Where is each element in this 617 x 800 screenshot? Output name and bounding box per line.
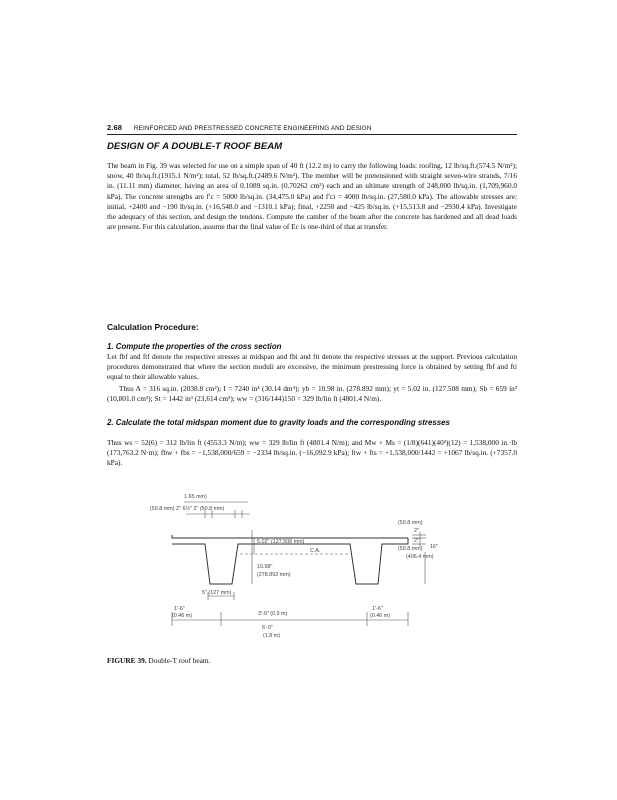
stem-bottom-label: 5" (127 mm) — [202, 590, 232, 596]
double-t-beam-figure — [150, 494, 450, 648]
total-width-label: 6'-0" — [262, 625, 273, 631]
running-header — [107, 123, 517, 132]
depth-mm-label: (406.4 mm) — [406, 554, 434, 560]
figure-caption-text: Double-T roof beam. — [148, 656, 211, 665]
stem-spacing-label: 3'-0" (0.9 m) — [258, 611, 288, 617]
yt-label: 5.02" (127.508 mm) — [257, 539, 305, 545]
step-1-title: 1. Compute the properties of the cross section — [107, 342, 282, 351]
running-title: REINFORCED AND PRESTRESSED CONCRETE ENGINEERING AND DESIGN — [133, 125, 372, 132]
total-width-m-label: (1.8 m) — [263, 633, 281, 639]
header-rule — [107, 134, 517, 135]
yb-inches-label: 10.98" — [257, 564, 273, 570]
stem-dimensions-label: (50.8 mm) 2" 6½" 2" (50.8 mm) — [150, 506, 225, 512]
two-inch-label-b: 2" — [414, 538, 419, 544]
top-width-label: 1 65 mm) — [184, 494, 207, 500]
right-overhang-m-label: (0.46 m) — [370, 613, 391, 619]
figure-caption-label: FIGURE 39. — [107, 656, 147, 665]
page-number: 2.68 — [107, 123, 122, 132]
calculation-procedure-heading: Calculation Procedure: — [107, 322, 199, 332]
double-t-cross-section-drawing — [150, 494, 450, 648]
depth-inches-label: 16" — [430, 544, 438, 550]
two-inch-label-a: 2" — [414, 528, 419, 534]
yb-mm-label: (278.892 mm) — [257, 572, 291, 578]
right-flange-label: (50.8 mm) — [398, 520, 423, 526]
left-overhang-m-label: (0.46 m) — [172, 613, 193, 619]
step-2-paragraph: Thus ws = 52(6) = 312 lb/lin ft (4553.3 N/m); ww = 329 lb/lin ft (4801.4 N/m); and Mw + Ms = (1/8)(641)(40²)(12) = 1,538,000 in.·lb (173,763.2 N·m); fbw + fbs = −1,538,000/659 = −2334 lb/sq.in. (−16,092.9 kPa); ftw + fts = +1,538,000/1442 = +1067 lb/sq.in. (+7357.0 kPa). — [107, 438, 517, 468]
step-2-title: 2. Calculate the total midspan moment due to gravity loads and the corresponding stresses — [107, 418, 450, 427]
step-1-paragraph-2: Thus A = 316 sq.in. (2038.8 cm²); I = 7240 in⁴ (30.14 dm⁴); yb = 10.98 in. (278.892 mm); yt = 5.02 in. (127.508 mm); Sb = 659 in³ (10,801.0 cm³); St = 1442 in³ (23,614 cm³); ww = (316/144)150 = 329 lb/lin ft (4801.4 N/m). — [107, 384, 517, 404]
right-overhang-label: 1'-6" — [372, 606, 383, 612]
left-overhang-label: 1'-6" — [174, 606, 185, 612]
section-title: DESIGN OF A DOUBLE-T ROOF BEAM — [107, 141, 283, 152]
centroidal-axis-label: C.A. — [310, 548, 321, 554]
figure-caption — [107, 656, 211, 665]
flange-mm-label: (50.8 mm) — [398, 546, 423, 552]
step-1-paragraph-1: Let fbf and ftf denote the respective stresses at midspan and fbi and fti denote the respective stresses at the support. Previous calculation procedures demonstrated that where the section moduli are excessive, the minimum prestressing force is obtained by setting fbf and fti equal to their allowable values. — [107, 352, 517, 382]
intro-paragraph: The beam in Fig. 39 was selected for use on a simple span of 40 ft (12.2 m) to carry the following loads: roofing, 12 lb/sq.ft.(574.5 N/m²); snow, 40 lb/sq.ft.(1915.1 N/m²); total, 52 lb/sq.ft.(2489.6 N/m²). The member will be pretensioned with straight seven-wire strands, 7/16 in. (11.11 mm) diameter, having an area of 0.1089 sq.in. (0.70262 cm²) each and an ultimate strength of 248,000 lb/sq.in. (1,709,960.0 kPa). The concrete strengths are f′c = 5000 lb/sq.in. (34,475.0 kPa) and f′ci = 4000 lb/sq.in. (27,580.0 kPa). The allowable stresses are: initial, +2400 and −190 lb/sq.in. (+16,548.0 and −1310.1 kPa); final, +2250 and −425 lb/sq.in. (+15,513.8 and −2930.4 kPa). Investigate the adequacy of this section, and design the tendons. Compute the camber of the beam after the concrete has hardened and all dead loads are present. For this calculation, assume that the final value of Ec is one-third of that at transfer. — [107, 161, 517, 232]
